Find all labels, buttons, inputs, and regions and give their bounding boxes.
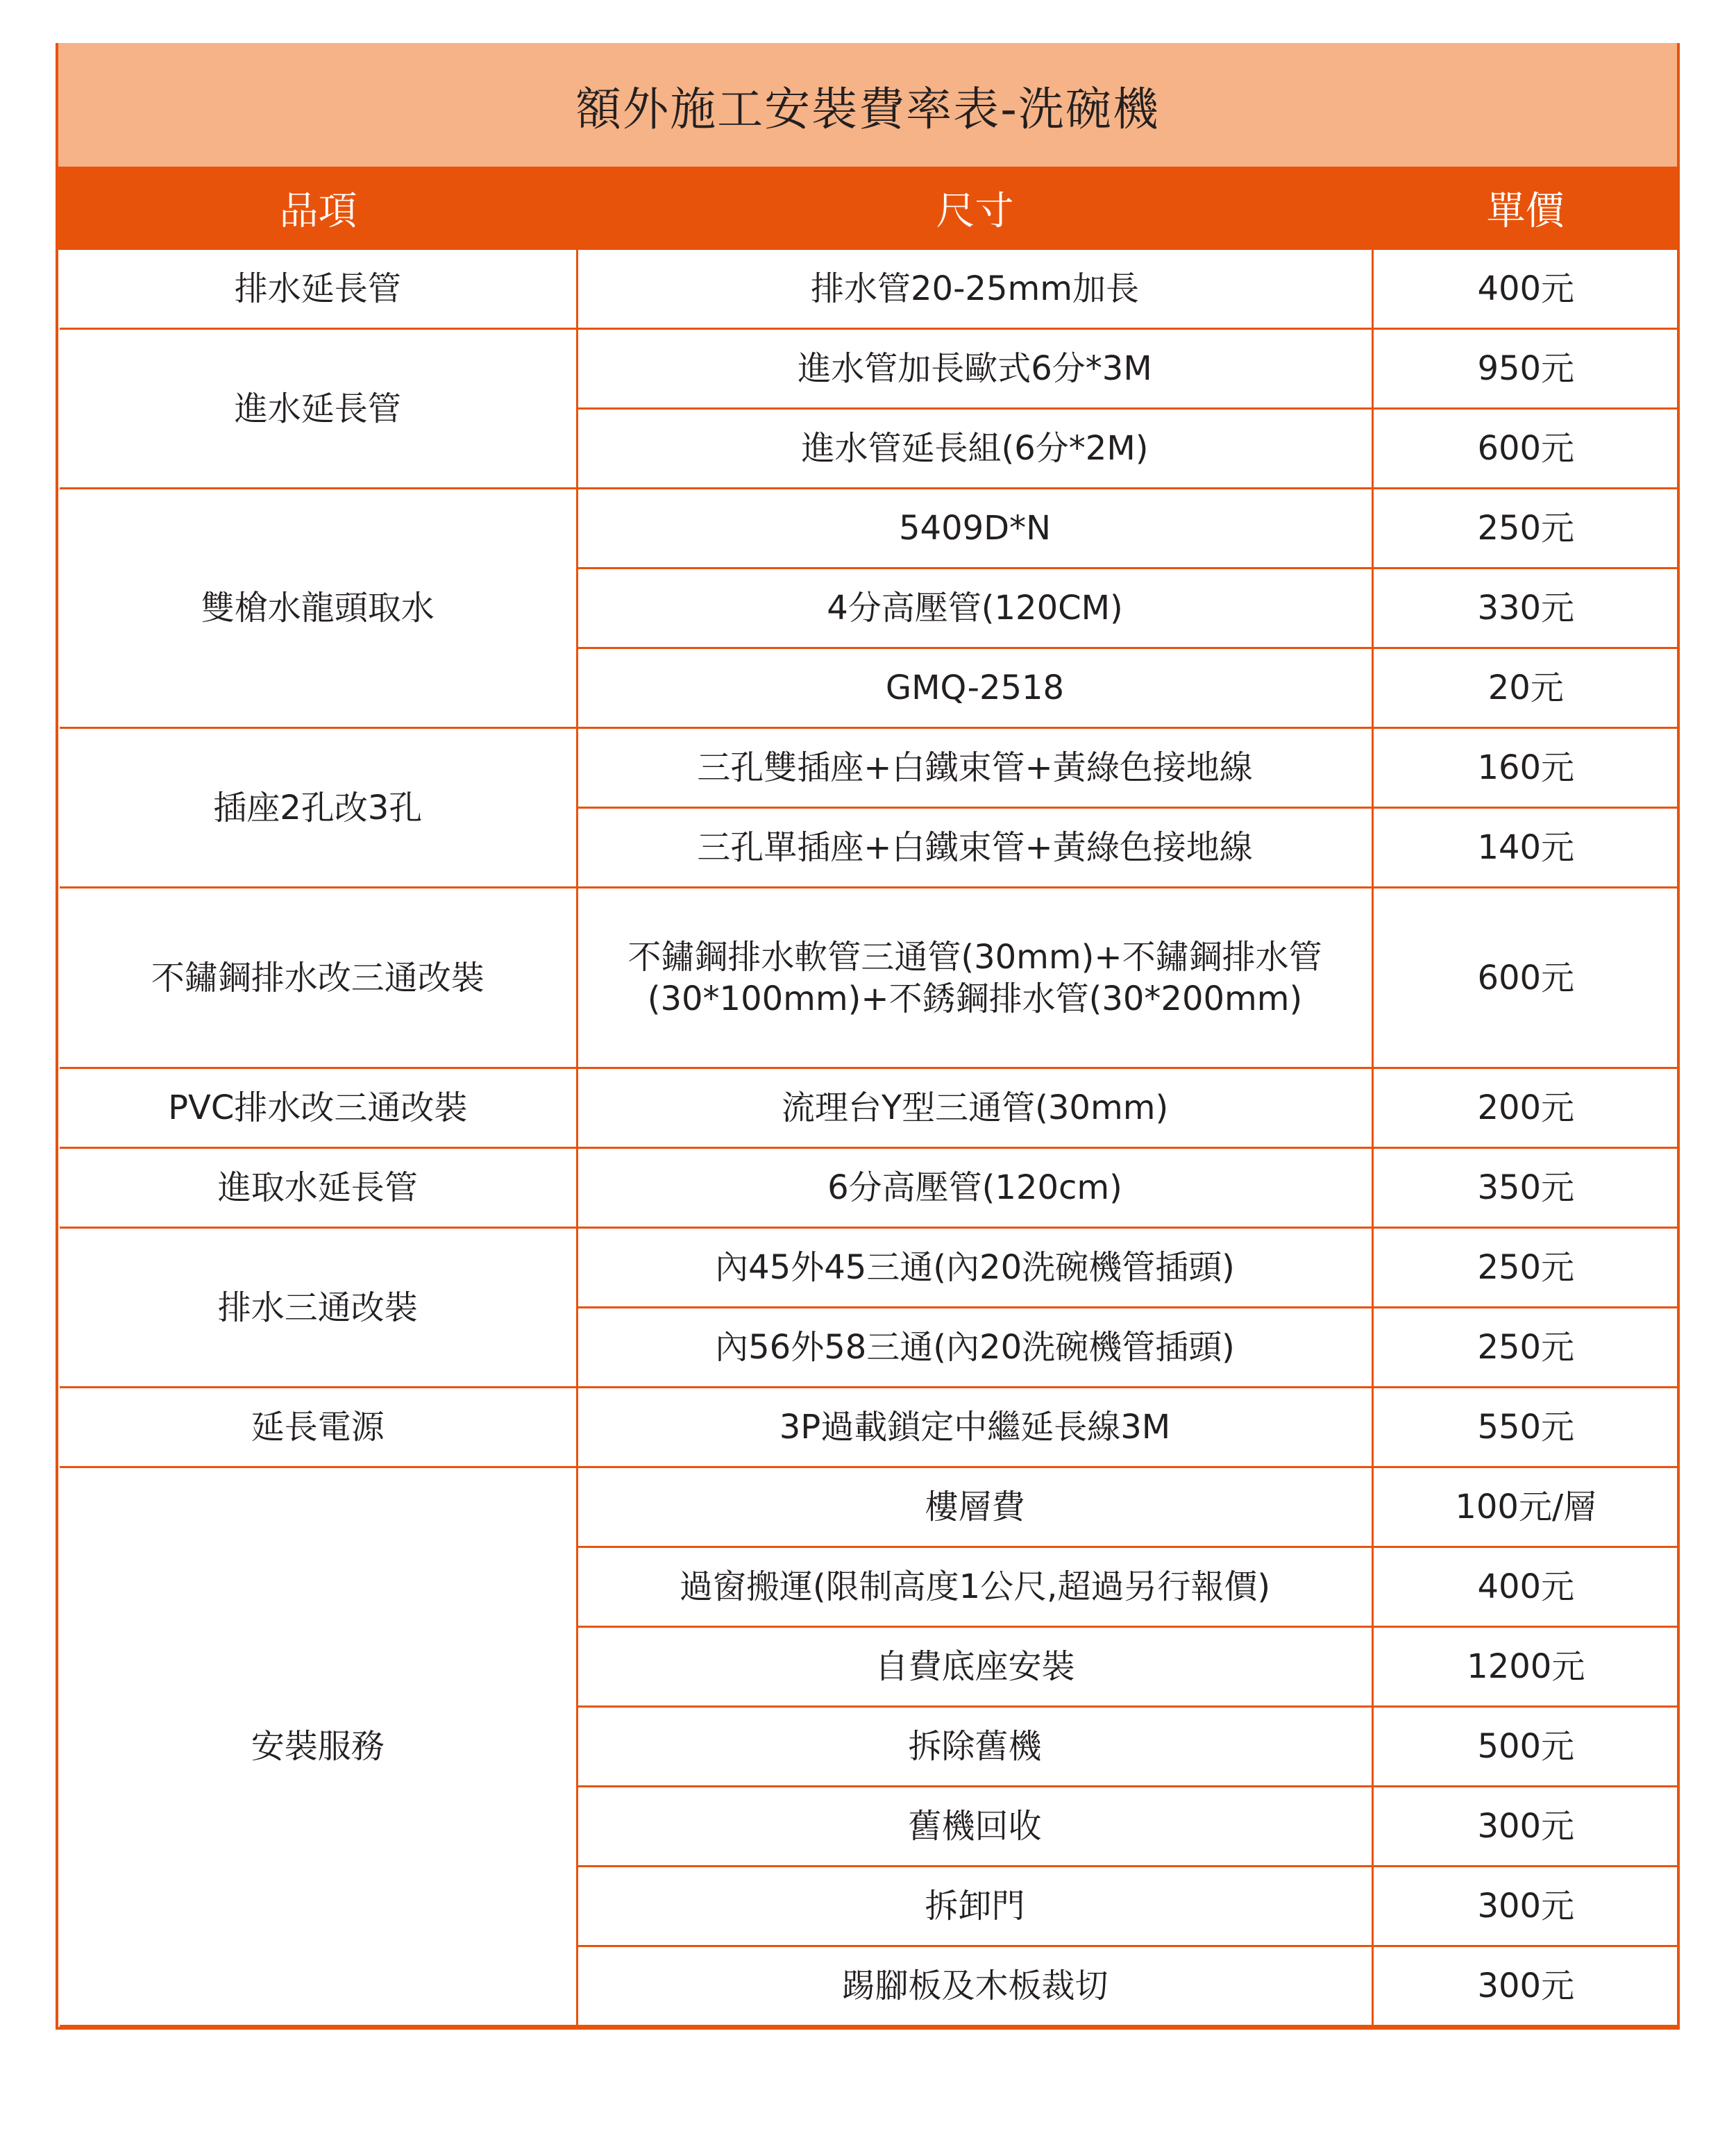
price-cell: 500元 xyxy=(1373,1707,1678,1787)
table-row xyxy=(60,250,1678,329)
table-body xyxy=(60,250,1678,2026)
rate-sheet xyxy=(56,43,1680,2030)
size-cell: 拆卸門 xyxy=(578,1867,1373,1946)
price-cell: 400元 xyxy=(1373,250,1678,329)
size-cell: 三孔雙插座+白鐵束管+黃綠色接地線 xyxy=(578,728,1373,808)
rate-table xyxy=(58,167,1679,2027)
price-cell: 200元 xyxy=(1373,1068,1678,1148)
price-cell: 330元 xyxy=(1373,568,1678,648)
price-cell: 160元 xyxy=(1373,728,1678,808)
item-cell: 進取水延長管 xyxy=(60,1148,578,1228)
size-cell: 內56外58三通(內20洗碗機管插頭) xyxy=(578,1308,1373,1388)
item-cell: 排水三通改裝 xyxy=(60,1228,578,1388)
size-cell: 內45外45三通(內20洗碗機管插頭) xyxy=(578,1228,1373,1308)
size-cell: GMQ-2518 xyxy=(578,648,1373,728)
price-cell: 1200元 xyxy=(1373,1627,1678,1707)
size-cell: 5409D*N xyxy=(578,489,1373,568)
price-cell: 300元 xyxy=(1373,1946,1678,2026)
table-header xyxy=(60,167,1678,250)
size-cell: 自費底座安裝 xyxy=(578,1627,1373,1707)
item-cell: 插座2孔改3孔 xyxy=(60,728,578,888)
header-price: 單價 xyxy=(1373,167,1678,250)
item-cell: 雙槍水龍頭取水 xyxy=(60,489,578,728)
price-cell: 550元 xyxy=(1373,1388,1678,1467)
price-cell: 950元 xyxy=(1373,329,1678,409)
size-cell: 進水管加長歐式6分*3M xyxy=(578,329,1373,409)
size-cell: 拆除舊機 xyxy=(578,1707,1373,1787)
price-cell: 140元 xyxy=(1373,808,1678,888)
item-cell: 排水延長管 xyxy=(60,250,578,329)
size-cell: 3P過載鎖定中繼延長線3M xyxy=(578,1388,1373,1467)
size-cell: 樓層費 xyxy=(578,1467,1373,1547)
price-cell: 250元 xyxy=(1373,1308,1678,1388)
item-cell: PVC排水改三通改裝 xyxy=(60,1068,578,1148)
item-cell: 安裝服務 xyxy=(60,1467,578,2026)
table-row xyxy=(60,489,1678,568)
table-row xyxy=(60,1228,1678,1308)
sheet-title: 額外施工安裝費率表-洗碗機 xyxy=(58,43,1677,167)
size-cell: 6分高壓管(120cm) xyxy=(578,1148,1373,1228)
price-cell: 300元 xyxy=(1373,1787,1678,1867)
size-cell: 4分高壓管(120CM) xyxy=(578,568,1373,648)
table-row xyxy=(60,728,1678,808)
header-size: 尺寸 xyxy=(578,167,1373,250)
price-cell: 600元 xyxy=(1373,409,1678,489)
size-cell: 過窗搬運(限制高度1公尺,超過另行報價) xyxy=(578,1547,1373,1627)
table-row xyxy=(60,1388,1678,1467)
item-cell: 進水延長管 xyxy=(60,329,578,489)
price-cell: 20元 xyxy=(1373,648,1678,728)
size-cell: 舊機回收 xyxy=(578,1787,1373,1867)
header-item: 品項 xyxy=(60,167,578,250)
price-cell: 400元 xyxy=(1373,1547,1678,1627)
size-cell: 流理台Y型三通管(30mm) xyxy=(578,1068,1373,1148)
size-cell: 不鏽鋼排水軟管三通管(30mm)+不鏽鋼排水管(30*100mm)+不銹鋼排水管(30*200mm) xyxy=(578,888,1373,1068)
price-cell: 100元/層 xyxy=(1373,1467,1678,1547)
table-row xyxy=(60,1068,1678,1148)
size-cell: 三孔單插座+白鐵束管+黃綠色接地線 xyxy=(578,808,1373,888)
price-cell: 350元 xyxy=(1373,1148,1678,1228)
table-row xyxy=(60,1467,1678,1547)
price-cell: 600元 xyxy=(1373,888,1678,1068)
item-cell: 不鏽鋼排水改三通改裝 xyxy=(60,888,578,1068)
size-cell: 排水管20-25mm加長 xyxy=(578,250,1373,329)
table-row xyxy=(60,329,1678,409)
item-cell: 延長電源 xyxy=(60,1388,578,1467)
price-cell: 300元 xyxy=(1373,1867,1678,1946)
size-cell: 進水管延長組(6分*2M) xyxy=(578,409,1373,489)
size-cell: 踢腳板及木板裁切 xyxy=(578,1946,1373,2026)
table-row xyxy=(60,888,1678,1068)
table-row xyxy=(60,1148,1678,1228)
price-cell: 250元 xyxy=(1373,1228,1678,1308)
price-cell: 250元 xyxy=(1373,489,1678,568)
